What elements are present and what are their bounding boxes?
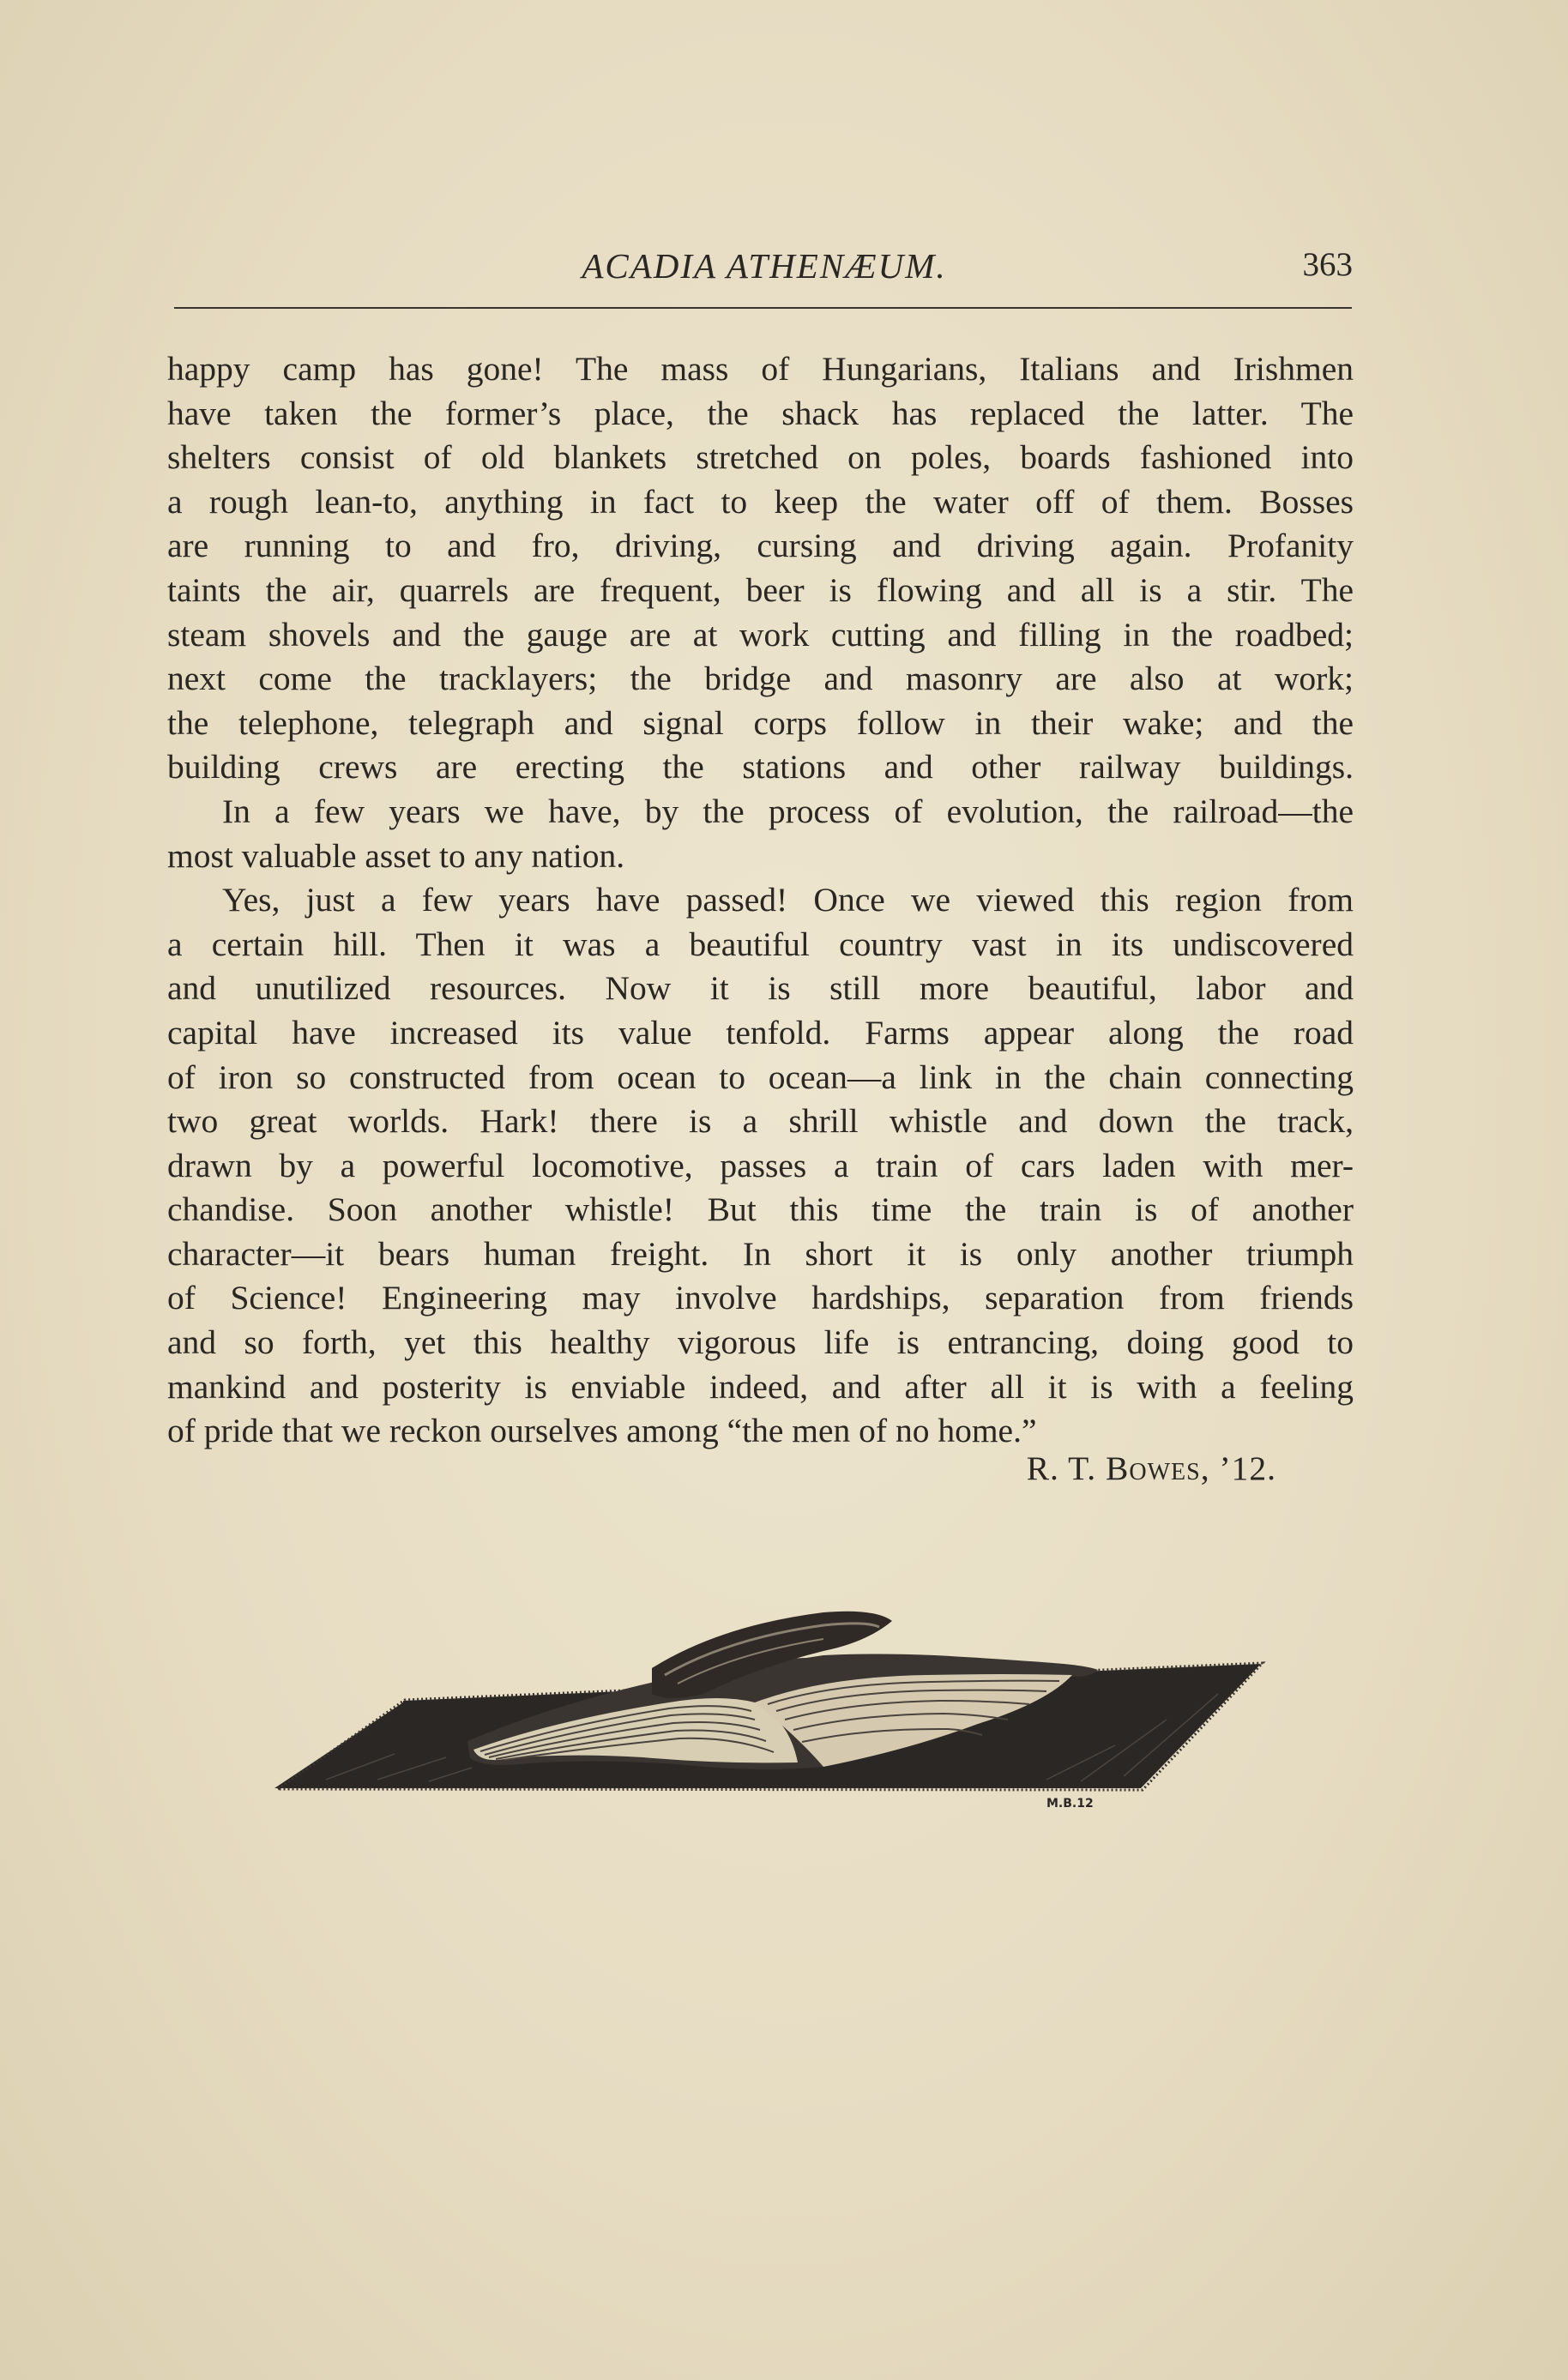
journal-title: ACADIA ATHENÆUM. (582, 246, 947, 286)
running-head (176, 242, 1353, 285)
text-line: character—it bears human freight. In short it is only another triumph (167, 1234, 1354, 1273)
text-line: drawn by a powerful locomotive, passes a train of cars laden with mer- (167, 1146, 1354, 1184)
text-line: the telephone, telegraph and signal corps follow in their wake; and the (167, 703, 1354, 742)
text-line: of Science! Engineering may involve hardships, separation from friends (167, 1279, 1354, 1317)
article-body (167, 347, 1354, 1454)
text-line: chandise. Soon another whistle! But this time the train is of another (167, 1190, 1354, 1229)
text-line: happy camp has gone! The mass of Hungarians, Italians and Irishmen (167, 350, 1354, 388)
text-line: steam shovels and the gauge are at work cutting and filling in the roadbed; (167, 615, 1354, 654)
text-line: In a few years we have, by the process of evolution, the railroad—the (222, 792, 1354, 830)
text-line: and unutilized resources. Now it is still more beautiful, labor and (167, 969, 1354, 1008)
author-initials: R. T. (1026, 1449, 1107, 1487)
author-year: , ’12. (1200, 1449, 1276, 1487)
text-line: of iron so constructed from ocean to ocean—a link in the chain connecting (167, 1057, 1354, 1096)
text-line: taints the air, quarrels are frequent, beer is flowing and all is a stir. The (167, 570, 1354, 609)
text-line: of pride that we reckon ourselves among “the men of no home.” (167, 1412, 1037, 1450)
text-line: most valuable asset to any nation. (167, 836, 625, 875)
text-line: capital have increased its value tenfold. Farms appear along the road (167, 1013, 1354, 1051)
text-line: next come the tracklayers; the bridge and masonry are also at work; (167, 660, 1354, 698)
page-number: 363 (1302, 246, 1353, 283)
text-line: Yes, just a few years have passed! Once we viewed this region from (222, 881, 1354, 919)
open-book-icon (274, 1574, 1269, 1814)
text-line: a rough lean-to, anything in fact to keep the water off of them. Bosses (167, 482, 1354, 521)
artist-mark: M.B.12 (1046, 1797, 1094, 1811)
text-line: two great worlds. Hark! there is a shrill whistle and down the track, (167, 1102, 1354, 1141)
text-line: and so forth, yet this healthy vigorous life is entrancing, doing good to (167, 1323, 1354, 1362)
text-line: building crews are erecting the stations and other railway buildings. (167, 748, 1354, 786)
text-line: are running to and fro, driving, cursing and driving again. Profanity (167, 527, 1354, 565)
text-line: shelters consist of old blankets stretched on poles, boards fashioned into (167, 438, 1354, 477)
text-line: have taken the former’s place, the shack has replaced the latter. The (167, 394, 1354, 432)
author-surname: Bowes (1106, 1449, 1201, 1487)
text-line: a certain hill. Then it was a beautiful country vast in its undiscovered (167, 925, 1354, 963)
text-line: mankind and posterity is enviable indeed, and after all it is with a feeling (167, 1367, 1354, 1406)
author-signature (1027, 1449, 1276, 1488)
header-rule (174, 307, 1352, 309)
